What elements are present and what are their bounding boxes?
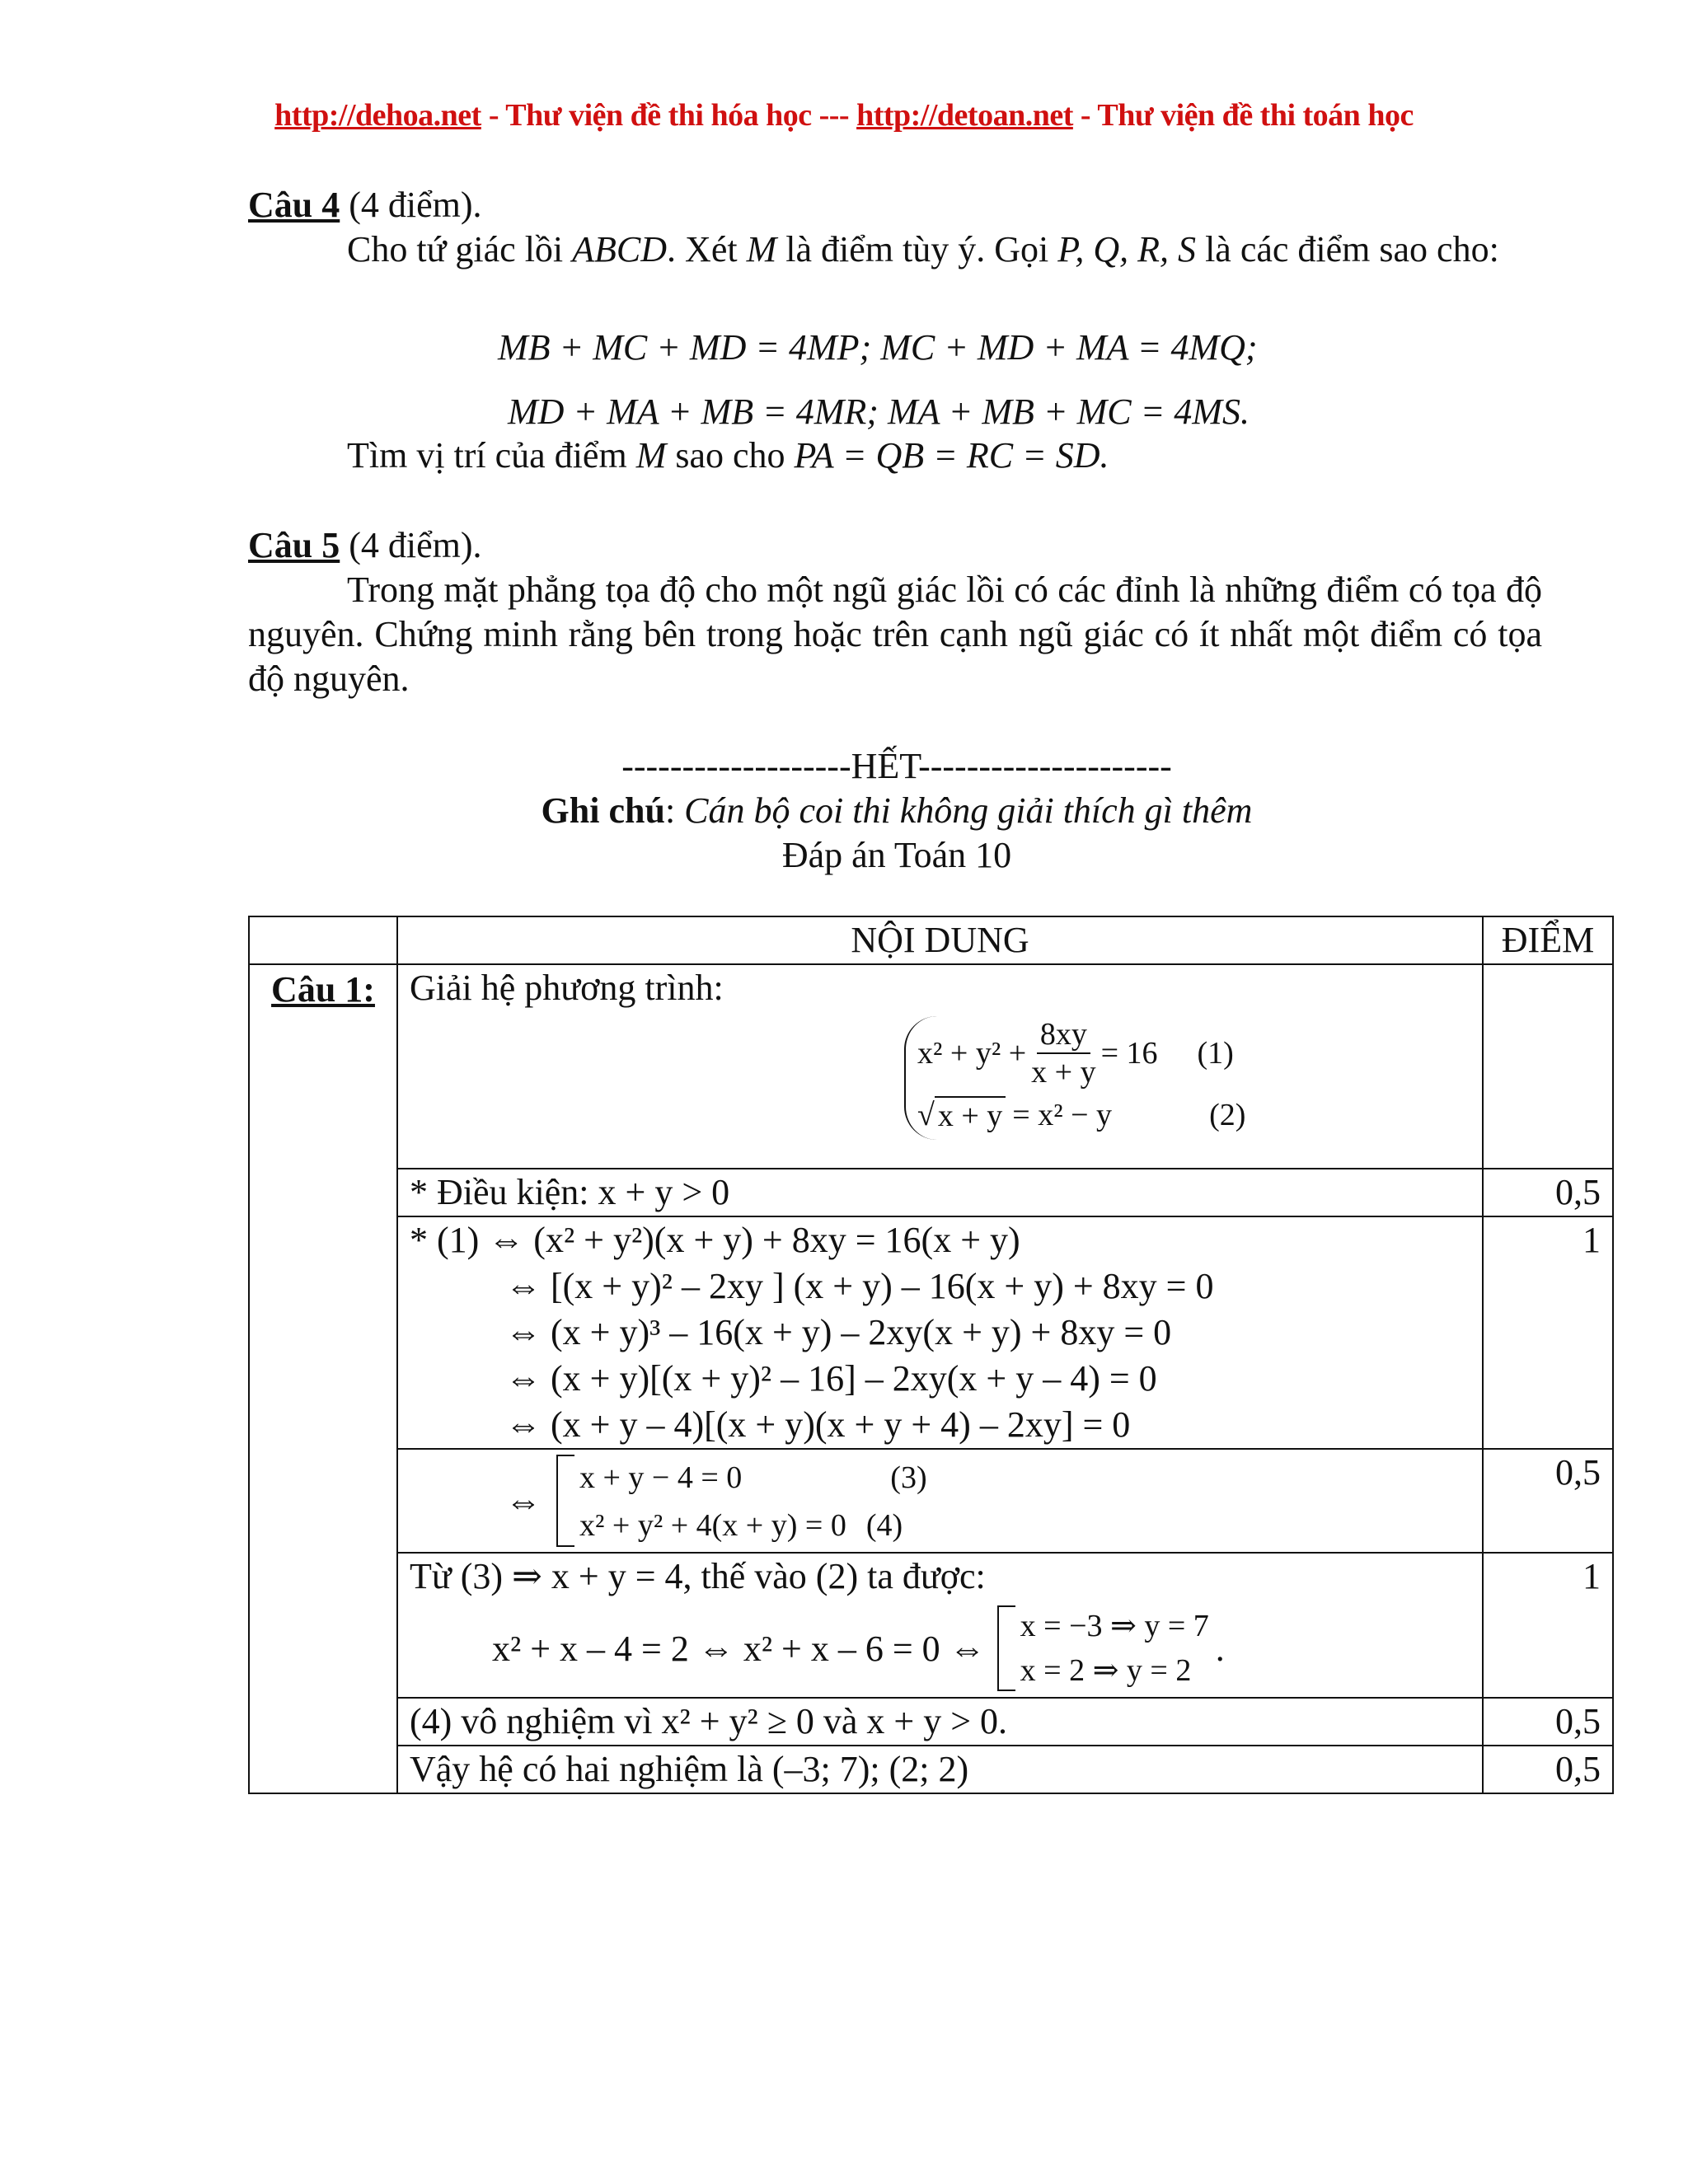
eq1-right: = 16 [1100,1036,1158,1071]
solution-pairs [1020,1604,1209,1693]
answer-table [248,916,1614,1794]
eq3: x + y − 4 = 0 [579,1460,743,1495]
substitution-line: Từ (3) ⇒ x + y = 4, thế vào (2) ta được: [410,1556,986,1596]
eq4-tag: (4) [865,1508,903,1543]
split-bracket [556,1455,574,1547]
score-cell [1483,964,1613,1169]
table-row [249,1216,1613,1449]
note-text: Cán bộ coi thi không giải thích gì thêm [684,790,1253,831]
transform-line: * (1) ⇔ (x² + y²)(x + y) + 8xy = 16(x + y) [410,1220,1020,1260]
vector-equation-2: MD + MA + MB = 4MR; MA + MB + MC = 4MS. [508,391,1250,432]
conclusion-cell: Vậy hệ có hai nghiệm là (–3; 7); (2; 2) [397,1746,1483,1793]
period: . [1215,1628,1225,1669]
ask-condition: PA = QB = RC = SD. [794,435,1109,476]
question-4-points: (4 điểm). [340,185,482,225]
quad-name: ABCD [572,229,668,269]
score-cell: 1 [1483,1553,1613,1698]
score-cell: 0,5 [1483,1169,1613,1216]
equiv-arrow: ⇔ [505,1480,542,1521]
eq2-right: = x² − y [1012,1098,1113,1132]
transform-line: ⇔ (x + y)[(x + y)² – 16] – 2xy(x + y – 4) = 0 [505,1358,1157,1399]
ask-text: Tìm vị trí của điểm [347,435,636,476]
intro-text: là điểm tùy ý. Gọi [776,229,1058,269]
header-score: ĐIỂM [1483,916,1613,964]
question-4-title [248,183,1542,227]
system-cell [397,964,1483,1169]
question-5-points: (4 điểm). [340,525,482,565]
eq1-fraction [1031,1016,1095,1090]
point-m: M [635,435,667,476]
eq2-tag: (2) [1209,1098,1246,1132]
table-row [249,1449,1613,1553]
point-m: M [746,229,777,269]
table-row [249,1169,1613,1216]
intro-text: Cho tứ giác lồi [347,229,573,269]
solution-bracket [997,1605,1015,1691]
split-system [410,1450,1470,1552]
eq1-left: x² + y² + [917,1036,1027,1071]
points-pqrs: P, Q, R, S [1057,229,1197,269]
split-eq-3 [579,1453,927,1502]
score-cell: 0,5 [1483,1746,1613,1793]
score-cell: 0,5 [1483,1449,1613,1553]
split-equations [579,1453,927,1549]
table-header-row [249,916,1613,964]
note-sep: : [664,790,685,831]
table-row [249,964,1613,1169]
transform-line: ⇔ (x + y)³ – 16(x + y) – 2xy(x + y) + 8xy = 0 [505,1312,1172,1352]
question-cell [249,964,397,1793]
transform-line: ⇔ [(x + y)² – 2xy ] (x + y) – 16(x + y) + 8xy = 0 [505,1266,1214,1306]
substitution-equation: x² + x – 4 = 2 ⇔ x² + x – 6 = 0 ⇔ [492,1628,986,1669]
score-cell: 0,5 [1483,1698,1613,1746]
intro-text: là các điểm sao cho: [1196,229,1499,269]
split-cell [397,1449,1483,1553]
note-label: Ghi chú [541,790,665,831]
transform-line: ⇔ (x + y – 4)[(x + y)(x + y + 4) – 2xy] = 0 [505,1404,1131,1445]
system-brace [904,1016,1245,1140]
eq4: x² + y² + 4(x + y) = 0 [579,1508,846,1543]
vector-equation-1: MB + MC + MD = 4MP; MC + MD + MA = 4MQ; [498,327,1258,368]
eq1-denominator: x + y [1031,1055,1096,1090]
solution-1: x = −3 ⇒ y = 7 [1020,1609,1209,1643]
table-row [249,1698,1613,1746]
ask-text: sao cho [666,435,795,476]
sqrt-sign: √ [917,1098,935,1132]
table-row [249,1553,1613,1698]
system-eq-2 [917,1090,1245,1140]
cau-1-label: Câu 1: [271,969,375,1010]
split-eq-4 [579,1502,927,1549]
dehoa-link[interactable]: http://dehoa.net [274,98,481,133]
table-row [249,1746,1613,1793]
question-5-label: Câu 5 [248,525,340,565]
question-4-intro [248,227,1542,272]
substitution-cell [397,1553,1483,1698]
score-cell: 1 [1483,1216,1613,1449]
page-header [0,97,1688,134]
solution-2: x = 2 ⇒ y = 2 [1020,1653,1192,1688]
eq2-radicand: x + y [935,1096,1006,1134]
condition-cell: * Điều kiện: x + y > 0 [397,1169,1483,1216]
no-solution-cell: (4) vô nghiệm vì x² + y² ≥ 0 và x + y > 0. [397,1698,1483,1746]
question-5-title [248,523,1542,568]
system-eq-1 [917,1016,1245,1090]
header-cell-empty [249,916,397,964]
header-text-1: - Thư viện đề thi hóa học --- [481,98,857,133]
eq3-tag: (3) [890,1460,927,1495]
question-4-label: Câu 4 [248,185,340,225]
question-5 [248,523,1542,701]
transform-cell [397,1216,1483,1449]
eq1-tag: (1) [1197,1036,1234,1071]
equation-system [904,1016,1470,1140]
intro-text: . Xét [667,229,747,269]
detoan-link[interactable]: http://detoan.net [856,98,1073,133]
answer-title: Đáp án Toán 10 [781,835,1012,875]
question-4-ask [248,434,1542,478]
question-4 [248,183,1542,272]
end-marker: -------------------HẾT--------------------- [621,746,1172,786]
system-title: Giải hệ phương trình: [410,968,724,1008]
header-content: NỘI DUNG [397,916,1483,964]
header-text-2: - Thư viện đề thi toán học [1072,98,1414,133]
question-5-text: Trong mặt phẳng tọa độ cho một ngũ giác lồi có các đỉnh là những điểm có tọa độ nguyên. Chứng minh rằng bên trong hoặc trên cạnh ngũ giác có ít nhất một điểm có tọa độ nguyên. [248,569,1542,699]
note-line [0,790,1688,832]
substitution-solution [410,1600,1470,1697]
eq1-numerator: 8xy [1037,1016,1090,1054]
